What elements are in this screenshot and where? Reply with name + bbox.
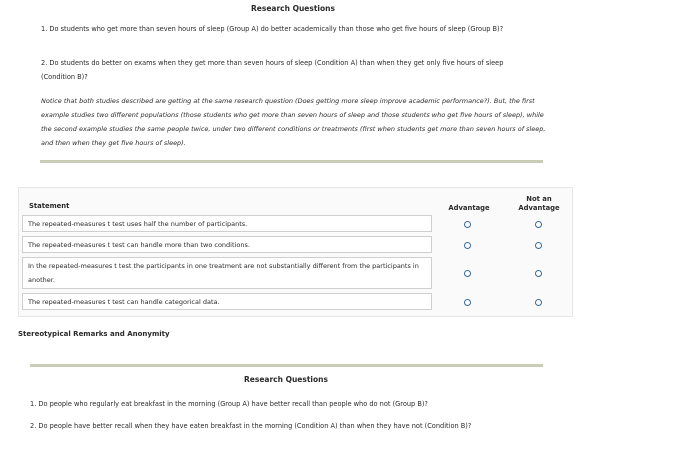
divider-bottom (30, 364, 543, 367)
radio-not-advantage-row1[interactable] (535, 221, 542, 228)
radio-not-advantage-row3[interactable] (535, 270, 542, 277)
header-advantage: Advantage (448, 204, 490, 212)
radio-advantage-row2[interactable] (464, 242, 471, 249)
table-row (22, 215, 432, 232)
radio-advantage-row1[interactable] (464, 221, 471, 228)
statement-text: The repeated-measures t test can handle categorical data. (28, 297, 220, 306)
divider-top (40, 160, 543, 163)
radio-not-advantage-row4[interactable] (535, 299, 542, 306)
radio-advantage-row3[interactable] (464, 270, 471, 277)
statement-text: The repeated-measures t test uses half the number of participants. (28, 219, 248, 228)
section-title-research-questions-2: Research Questions (244, 375, 328, 384)
radio-advantage-row4[interactable] (464, 299, 471, 306)
question-breakfast-2: 2. Do people have better recall when they have eaten breakfast in the morning (Condition A) than when they have not (Condition B)? (30, 422, 472, 430)
table-row (22, 257, 432, 289)
header-statement: Statement (29, 202, 70, 210)
table-row (22, 293, 432, 310)
statement-text: In the repeated-measures t test the participants in one treatment are not substantially different from the participants in another. (28, 262, 419, 284)
study-note: Notice that both studies described are getting at the same research question (Does getting more sleep improve academic performance?). But, the first example studies two different populations (those students who get more than seven hours of sleep and those students who get five hours of sleep), while the second example studies the same people twice, under two different conditions or treatments (first when students get more than seven hours of sleep, and then when they get five hours of sleep). (41, 97, 546, 147)
question-breakfast-1: 1. Do people who regularly eat breakfast in the morning (Group A) have better recall than people who do not (Group B)? (30, 400, 428, 408)
header-not-an-advantage: Not an Advantage (518, 195, 560, 212)
section-heading-stereotypical-remarks: Stereotypical Remarks and Anonymity (18, 330, 170, 338)
radio-not-advantage-row2[interactable] (535, 242, 542, 249)
table-row (22, 236, 432, 253)
question-1: 1. Do students who get more than seven hours of sleep (Group A) do better academically than those who get five hours of sleep (Group B)? (41, 25, 504, 33)
statement-text: The repeated-measures t test can handle more than two conditions. (28, 240, 250, 249)
question-2: 2. Do students do better on exams when they get more than seven hours of sleep (Condition A) than when they get only five hours of sleep (Condition B)? (41, 59, 504, 81)
section-title-research-questions: Research Questions (251, 4, 335, 13)
